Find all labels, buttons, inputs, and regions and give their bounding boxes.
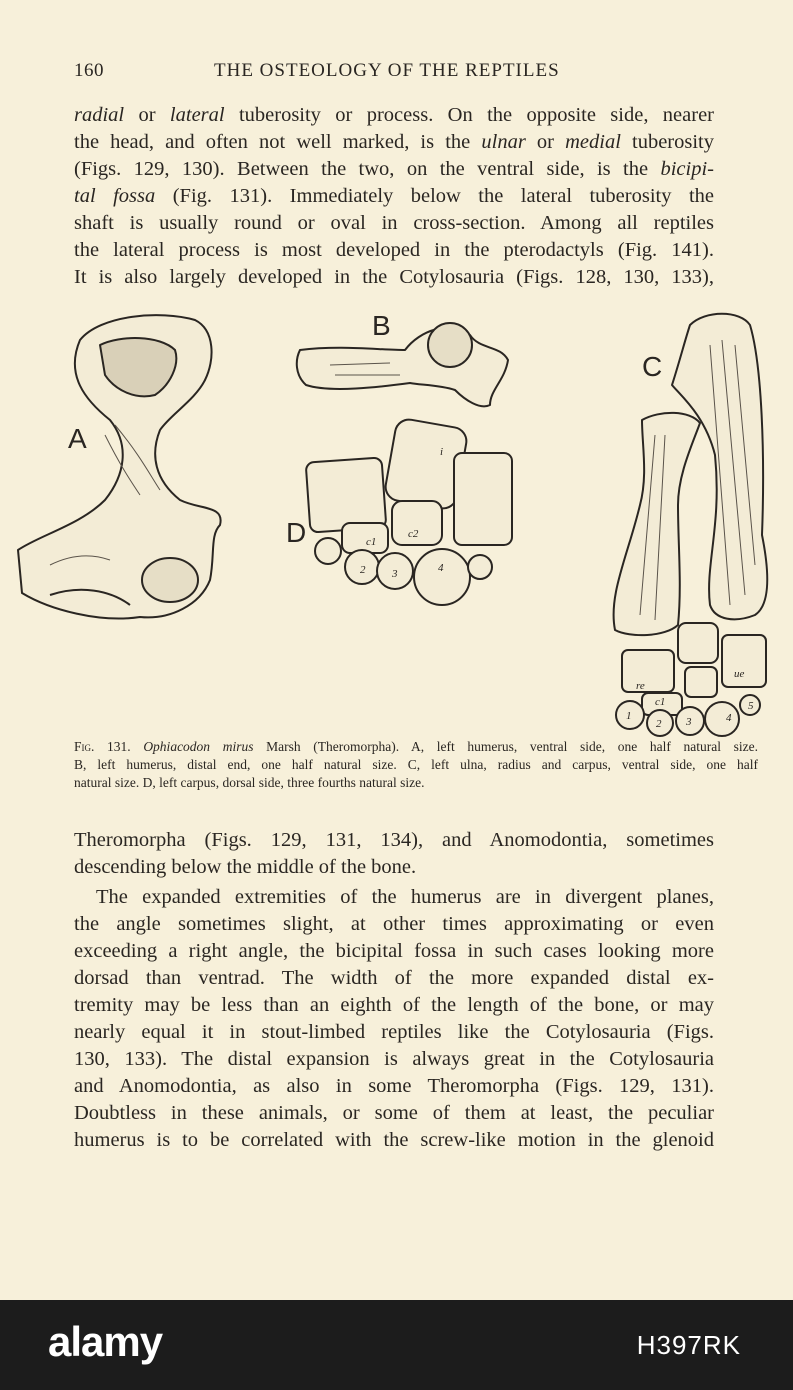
text-line: shaft is usually round or oval in cross-section. Among all reptiles	[74, 212, 714, 234]
figure-label-a: A	[68, 423, 87, 454]
text-line: the lateral process is most developed in the pterodactyls (Fig. 141).	[74, 239, 714, 261]
paragraph-humerus-extremities	[74, 884, 714, 1154]
watermark-bar	[0, 1300, 793, 1390]
running-title: THE OSTEOLOGY OF THE REPTILES	[214, 60, 560, 81]
watermark-logo: alamy	[48, 1318, 163, 1365]
bone-label: 4	[726, 712, 732, 724]
figure-label-b: B	[372, 310, 391, 341]
caption-line: B, left humerus, distal end, one half natural size. C, left ulna, radius and carpus, ventral side, one half	[74, 757, 758, 772]
bone-label: i	[440, 446, 444, 458]
bone-label: 1	[626, 710, 632, 722]
page-header	[74, 60, 714, 84]
text-line: and Anomodontia, as also in some Theromorpha (Figs. 129, 131).	[74, 1075, 714, 1097]
text-line: The expanded extremities of the humerus are in divergent planes,	[96, 886, 714, 908]
figure-label-c: C	[642, 351, 663, 382]
bone-label: re	[636, 680, 645, 692]
bone-label: 2	[656, 718, 662, 730]
text-line: nearly equal it in stout-limbed reptiles like the Cotylosauria (Figs.	[74, 1021, 714, 1043]
text-line: the head, and often not well marked, is the ulnar or medial tuberosity	[74, 131, 715, 153]
bone-label: 2	[360, 564, 366, 576]
figure-label-d: D	[286, 517, 307, 548]
watermark-image-id: H397RK	[636, 1330, 741, 1360]
bone-label: c1	[655, 696, 666, 708]
carpus-d-drawing	[306, 417, 512, 605]
text-line: descending below the middle of the bone.	[74, 856, 417, 878]
text-line: (Figs. 129, 130). Between the two, on the ventral side, is the bicipi-	[74, 158, 714, 180]
figure-caption	[74, 738, 758, 792]
bone-label: 4	[438, 562, 444, 574]
text-line: Doubtless in these animals, or some of them at least, the peculiar	[74, 1102, 714, 1124]
humerus-b-drawing	[297, 328, 508, 407]
text-line: the angle sometimes slight, at other times approximating or even	[74, 913, 714, 935]
text-line: dorsad than ventrad. The width of the more expanded distal ex-	[74, 967, 714, 989]
text-line: exceeding a right angle, the bicipital fossa in such cases looking more	[74, 940, 714, 962]
bone-illustration	[10, 305, 780, 740]
radius-c-drawing	[614, 413, 700, 635]
paragraph-top	[74, 102, 714, 291]
caption-line: natural size. D, left carpus, dorsal side, three fourths natural size.	[74, 775, 425, 790]
paragraph-continued	[74, 827, 714, 881]
text-line: humerus is to be correlated with the screw-like motion in the glenoid	[74, 1129, 714, 1151]
bone-label: c2	[408, 528, 419, 540]
bone-label: 5	[748, 700, 754, 712]
caption-line: Fig. 131. Ophiacodon mirus Marsh (Theromorpha). A, left humerus, ventral side, one half natural size.	[74, 739, 759, 754]
figure-131	[10, 305, 780, 740]
text-line: 130, 133). The distal expansion is always great in the Cotylosauria	[74, 1048, 714, 1070]
bone-label: 3	[392, 568, 398, 580]
bone-label: c1	[366, 536, 377, 548]
text-line: It is also largely developed in the Cotylosauria (Figs. 128, 130, 133),	[74, 266, 714, 288]
bone-label: 3	[686, 716, 692, 728]
text-line: tal fossa (Fig. 131). Immediately below the lateral tuberosity the	[74, 185, 714, 207]
bone-label: ue	[734, 668, 745, 680]
text-line: tremity may be less than an eighth of the length of the bone, or may	[74, 994, 714, 1016]
text-line: radial or lateral tuberosity or process. On the opposite side, nearer	[74, 104, 715, 126]
text-line: Theromorpha (Figs. 129, 131, 134), and Anomodontia, sometimes	[74, 829, 714, 851]
page-number: 160	[74, 60, 104, 81]
